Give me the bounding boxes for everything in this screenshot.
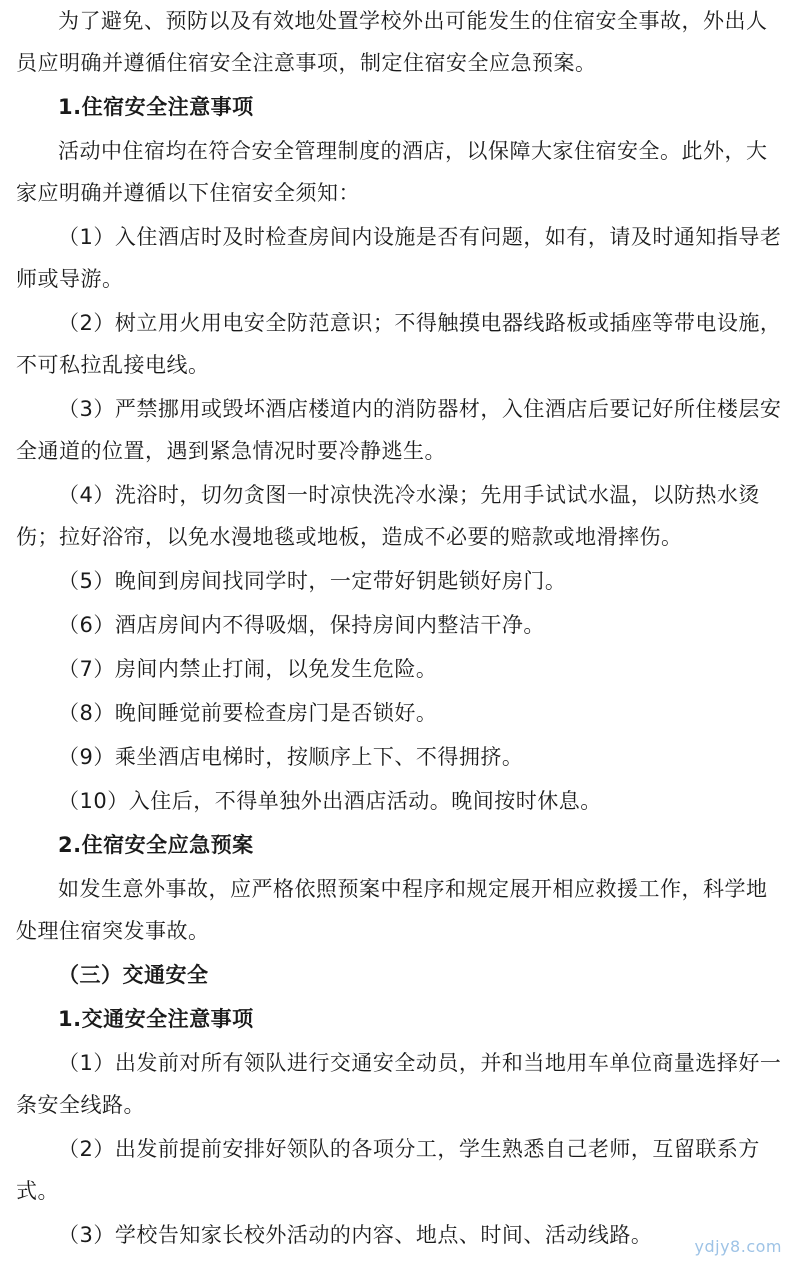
list-item: （10）入住后，不得单独外出酒店活动。晚间按时休息。 (58, 789, 602, 813)
list-item: （4）洗浴时，切勿贪图一时凉快洗冷水澡；先用手试试水温，以防热水烫伤；拉好浴帘，以免水漫地毯或地板，造成不必要的赔款或地滑摔伤。 (16, 483, 760, 549)
watermark-text: ydjy8.com (694, 1237, 782, 1256)
heading-traffic-safety: （三）交通安全 (58, 963, 209, 987)
heading-accommodation-notes: 1.住宿安全注意事项 (58, 95, 254, 119)
accommodation-intro: 活动中住宿均在符合安全管理制度的酒店，以保障大家住宿安全。此外，大家应明确并遵循以下住宿安全须知： (16, 139, 768, 205)
intro-paragraph: 为了避免、预防以及有效地处置学校外出可能发生的住宿安全事故，外出人员应明确并遵循住宿安全注意事项，制定住宿安全应急预案。 (16, 9, 768, 75)
list-item: （1）出发前对所有领队进行交通安全动员，并和当地用车单位商量选择好一条安全线路。 (16, 1051, 782, 1117)
heading-traffic-notes: 1.交通安全注意事项 (58, 1007, 254, 1031)
list-item: （3）严禁挪用或毁坏酒店楼道内的消防器材，入住酒店后要记好所住楼层安全通道的位置，遇到紧急情况时要冷静逃生。 (16, 397, 782, 463)
list-item: （8）晚间睡觉前要检查房门是否锁好。 (58, 701, 438, 725)
list-item: （2）树立用火用电安全防范意识；不得触摸电器线路板或插座等带电设施，不可私拉乱接电线。 (16, 311, 782, 377)
list-item: （2）出发前提前安排好领队的各项分工，学生熟悉自己老师，互留联系方式。 (16, 1137, 760, 1203)
list-item: （7）房间内禁止打闹，以免发生危险。 (58, 657, 438, 681)
list-item: （5）晚间到房间找同学时，一定带好钥匙锁好房门。 (58, 569, 567, 593)
list-item: （9）乘坐酒店电梯时，按顺序上下、不得拥挤。 (58, 745, 524, 769)
list-item: （3）学校告知家长校外活动的内容、地点、时间、活动线路。 (58, 1223, 653, 1247)
heading-accommodation-emergency: 2.住宿安全应急预案 (58, 833, 254, 857)
list-item: （6）酒店房间内不得吸烟，保持房间内整洁干净。 (58, 613, 545, 637)
list-item: （1）入住酒店时及时检查房间内设施是否有问题，如有，请及时通知指导老师或导游。 (16, 225, 782, 291)
emergency-paragraph: 如发生意外事故，应严格依照预案中程序和规定展开相应救援工作，科学地处理住宿突发事故。 (16, 877, 768, 943)
